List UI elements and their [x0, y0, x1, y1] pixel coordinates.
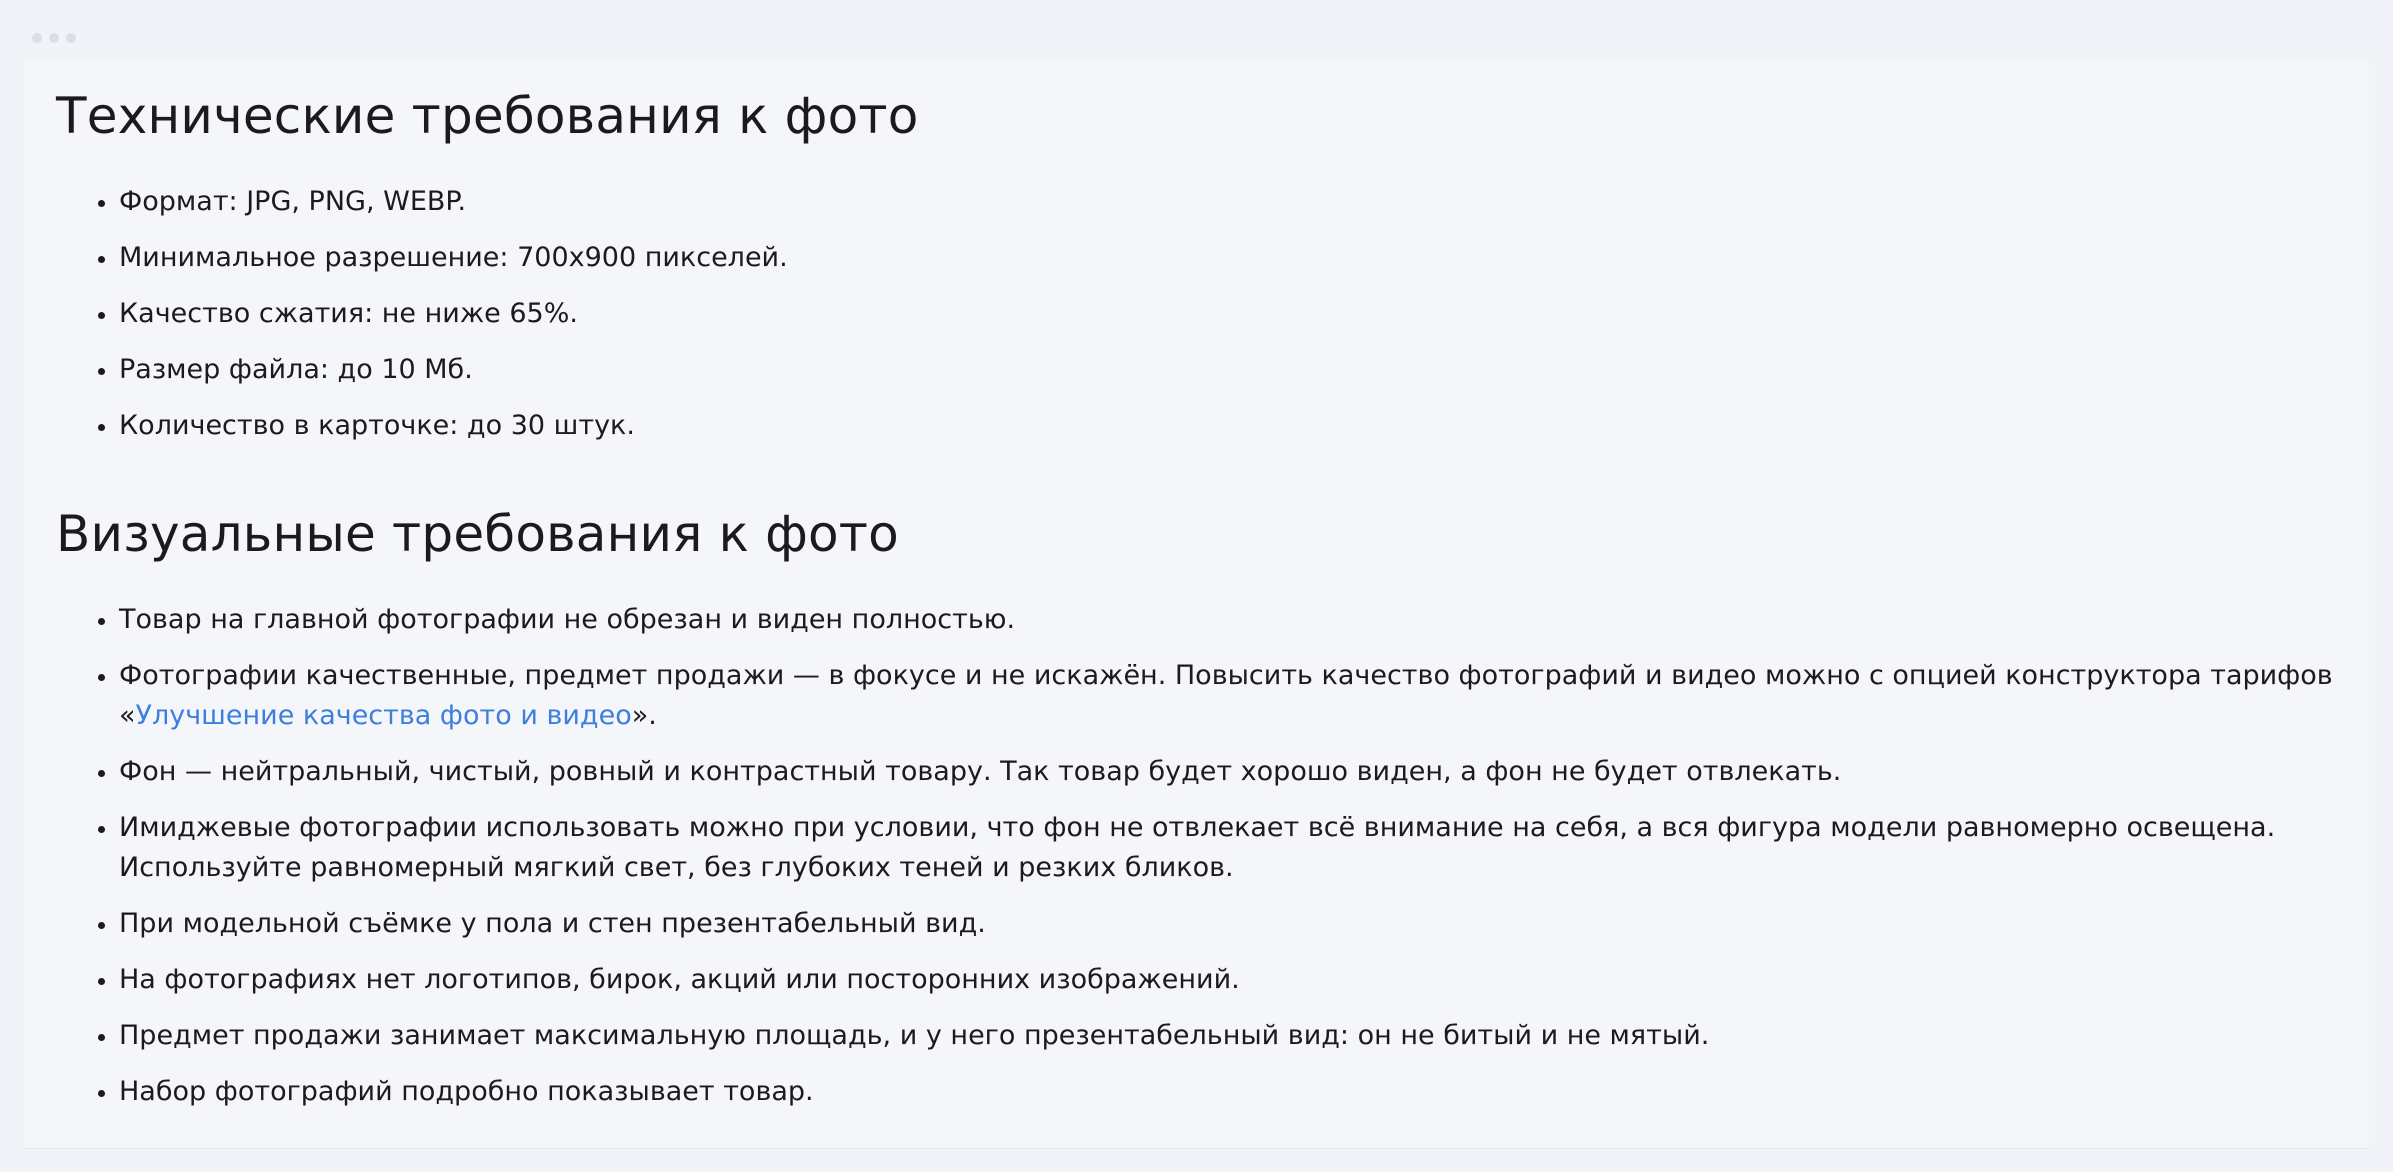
- content-panel: [24, 62, 2369, 1149]
- quality-improvement-link[interactable]: Улучшение качества фото и видео: [135, 700, 632, 731]
- article: [56, 62, 2346, 1128]
- window-dot-icon[interactable]: [49, 33, 59, 43]
- window-top-bar: [0, 0, 2393, 62]
- list-item: • Размер файла: до 10 Мб.: [119, 350, 2346, 390]
- list-item: • Качество сжатия: не ниже 65%.: [119, 294, 2346, 334]
- window-dot-icon[interactable]: [32, 33, 42, 43]
- list-item: • Фон — нейтральный, чистый, ровный и контрастный товару. Так товар будет хорошо виден, а фон не будет отвлекать.: [119, 752, 2346, 792]
- list-item: • Минимальное разрешение: 700x900 пикселей.: [119, 238, 2346, 278]
- list-item: • Набор фотографий подробно показывает товар.: [119, 1072, 2346, 1112]
- list-item: • Количество в карточке: до 30 штук.: [119, 406, 2346, 446]
- visual-requirements-list: [56, 600, 2346, 1112]
- technical-requirements-list: [56, 182, 2346, 446]
- list-item: [119, 656, 2346, 736]
- list-item-text: Фотографии качественные, предмет продажи — в фокусе и не искажён. Повысить качество фотографий и видео можно с опцией конструктора тарифов «: [119, 660, 2333, 731]
- list-item-text: ».: [631, 700, 657, 731]
- list-item: • Имиджевые фотографии использовать можно при условии, что фон не отвлекает всё внимание на себя, а вся фигура модели равномерно освещена. Используйте равномерный мягкий свет, без глубоких теней и резких бликов.: [119, 808, 2346, 888]
- window-controls: [32, 33, 76, 43]
- list-item: • На фотографиях нет логотипов, бирок, акций или посторонних изображений.: [119, 960, 2346, 1000]
- window-dot-icon[interactable]: [66, 33, 76, 43]
- list-item: • Формат: JPG, PNG, WEBP.: [119, 182, 2346, 222]
- section-title-technical: Технические требования к фото: [56, 87, 919, 145]
- list-item: • При модельной съёмке у пола и стен презентабельный вид.: [119, 904, 2346, 944]
- section-title-visual: Визуальные требования к фото: [56, 505, 899, 563]
- list-item: • Предмет продажи занимает максимальную площадь, и у него презентабельный вид: он не битый и не мятый.: [119, 1016, 2346, 1056]
- list-item: • Товар на главной фотографии не обрезан и виден полностью.: [119, 600, 2346, 640]
